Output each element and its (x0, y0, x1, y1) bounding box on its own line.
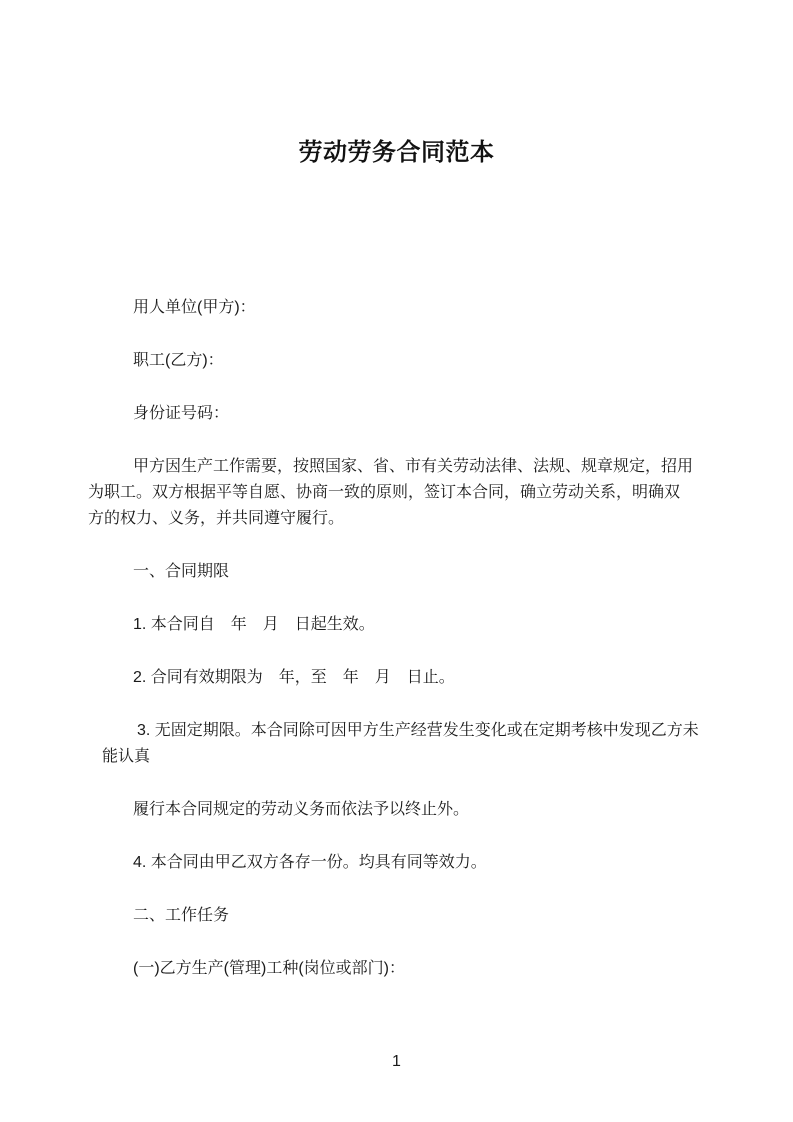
page-number: 1 (392, 1053, 401, 1070)
preamble-paragraph (0, 454, 793, 532)
id-number-label: 身份证号码： (133, 405, 230, 422)
section1-item-3-continuation: 履行本合同规定的劳动义务而依法予以终止外。 (133, 801, 470, 818)
preamble-line-2: 为职工。双方根据平等自愿、协商一致的原则，签订本合同，确立劳动关系，明确双 (88, 484, 681, 501)
section1-item-3-line-1: 3. 无固定期限。本合同除可因甲方生产经营发生变化或在定期考核中发现乙方未 (137, 722, 699, 739)
section1-item-2: 2. 合同有效期限为 年，至 年 月 日止。 (133, 669, 455, 686)
section1-heading: 一、合同期限 (133, 563, 230, 580)
employer-party-label: 用人单位(甲方)： (133, 299, 256, 316)
section1-item-3 (0, 718, 793, 770)
section1-item-4: 4. 本合同由甲乙双方各存一份。均具有同等效力。 (133, 854, 487, 871)
section1-item-3-line-2: 能认真 (102, 748, 151, 765)
document-title: 劳动劳务合同范本 (298, 139, 495, 166)
section2-heading: 二、工作任务 (133, 907, 230, 924)
employee-party-label: 职工(乙方)： (133, 352, 224, 369)
preamble-line-1: 甲方因生产工作需要，按照国家、省、市有关劳动法律、法规、规章规定，招用 (133, 458, 694, 475)
section1-item-1: 1. 本合同自 年 月 日起生效。 (133, 616, 375, 633)
section2-item-1: (一)乙方生产(管理)工种(岗位或部门)： (133, 960, 405, 977)
preamble-line-3: 方的权力、义务，并共同遵守履行。 (88, 510, 345, 527)
